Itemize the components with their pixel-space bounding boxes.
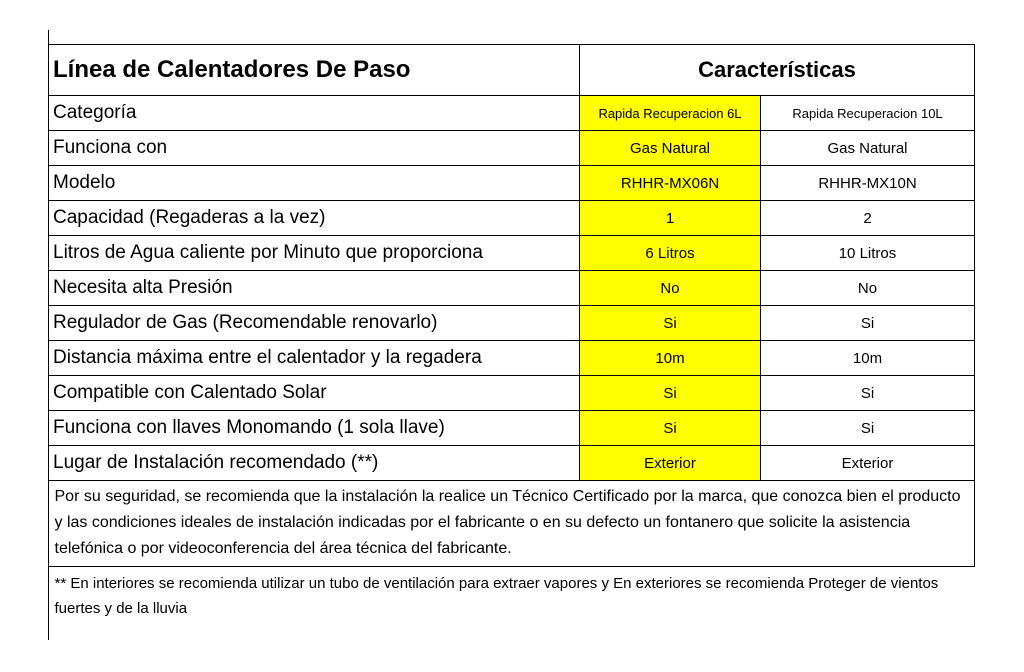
value-10l: Gas Natural — [761, 131, 975, 166]
characteristics-header: Características — [580, 45, 975, 96]
row-label: Categoría — [49, 96, 580, 131]
table-row — [49, 131, 975, 166]
row-label: Funciona con — [49, 131, 580, 166]
row-label: Modelo — [49, 166, 580, 201]
table-row — [49, 166, 975, 201]
table-row — [49, 341, 975, 376]
row-label: Compatible con Calentado Solar — [49, 376, 580, 411]
row-label: Distancia máxima entre el calentador y la regadera — [49, 341, 580, 376]
value-6l: Rapida Recuperacion 6L — [580, 96, 761, 131]
value-6l: No — [580, 271, 761, 306]
table-row — [49, 96, 975, 131]
table-title: Línea de Calentadores De Paso — [49, 45, 580, 96]
value-6l: Si — [580, 376, 761, 411]
value-6l: 6 Litros — [580, 236, 761, 271]
row-label: Regulador de Gas (Recomendable renovarlo) — [49, 306, 580, 341]
table-row — [49, 201, 975, 236]
row-label: Lugar de Instalación recomendado (**) — [49, 446, 580, 481]
value-6l: Si — [580, 306, 761, 341]
value-6l: 1 — [580, 201, 761, 236]
value-10l: No — [761, 271, 975, 306]
row-label: Capacidad (Regaderas a la vez) — [49, 201, 580, 236]
value-6l: Gas Natural — [580, 131, 761, 166]
footnote-row — [49, 567, 975, 626]
row-label: Necesita alta Presión — [49, 271, 580, 306]
row-label: Funciona con llaves Monomando (1 sola llave) — [49, 411, 580, 446]
value-6l: 10m — [580, 341, 761, 376]
table-row — [49, 376, 975, 411]
value-6l: Exterior — [580, 446, 761, 481]
footnote: ** En interiores se recomienda utilizar un tubo de ventilación para extraer vapores y En exteriores se recomienda Proteger de vientos fuertes y de la lluvia — [54, 575, 939, 617]
value-6l: RHHR-MX06N — [580, 166, 761, 201]
value-10l: Si — [761, 411, 975, 446]
value-10l: Exterior — [761, 446, 975, 481]
heater-spec-table — [48, 44, 975, 625]
value-10l: 2 — [761, 201, 975, 236]
value-6l: Si — [580, 411, 761, 446]
security-note: Por su seguridad, se recomienda que la instalación la realice un Técnico Certificado por la marca, que conozca bien el producto y las condiciones ideales de instalación indicadas por el fabricante o en su defecto un fontanero que solicite la asistencia telefónica o por videoconferencia del área técnica del fabricante. — [49, 481, 975, 567]
row-label: Litros de Agua caliente por Minuto que proporciona — [49, 236, 580, 271]
table-row — [49, 411, 975, 446]
value-10l: 10m — [761, 341, 975, 376]
value-10l: Rapida Recuperacion 10L — [761, 96, 975, 131]
spec-rows — [49, 96, 975, 481]
value-10l: Si — [761, 306, 975, 341]
security-note-row — [49, 481, 975, 567]
table-row — [49, 306, 975, 341]
table-row — [49, 236, 975, 271]
table-header-row — [49, 45, 975, 96]
table-row — [49, 446, 975, 481]
value-10l: 10 Litros — [761, 236, 975, 271]
table-row — [49, 271, 975, 306]
value-10l: Si — [761, 376, 975, 411]
value-10l: RHHR-MX10N — [761, 166, 975, 201]
